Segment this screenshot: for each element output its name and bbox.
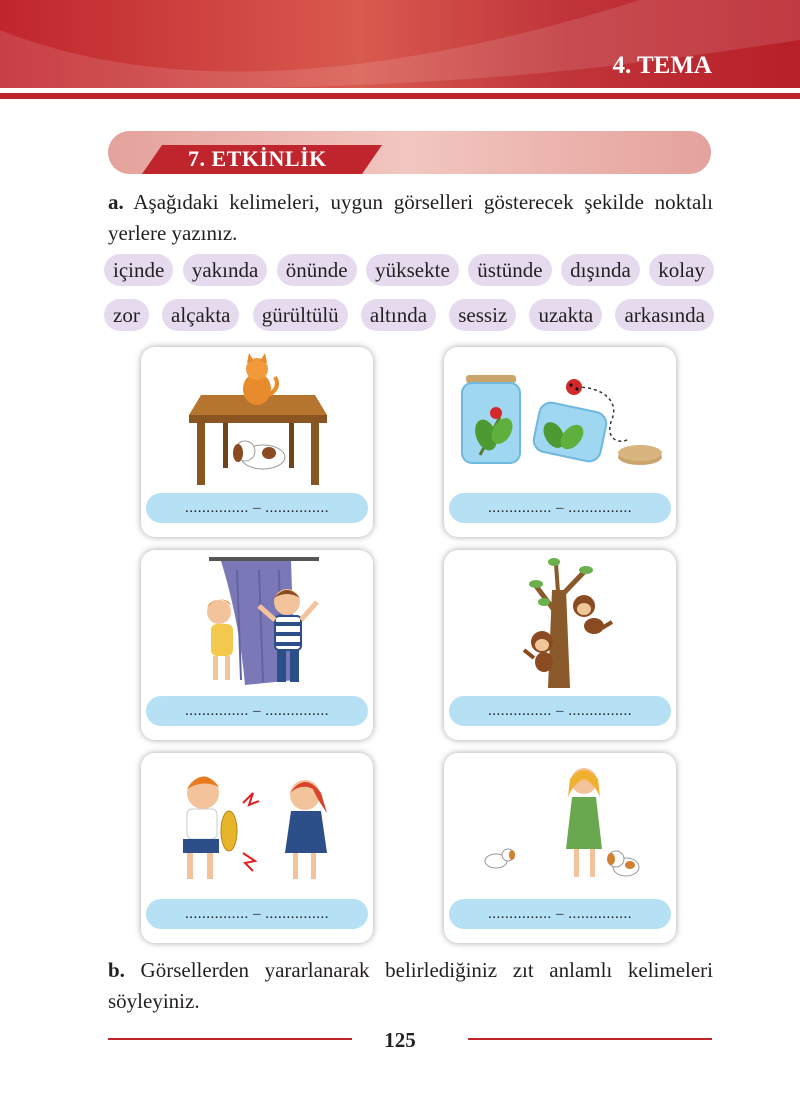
answer-field[interactable]: ............... – ............... xyxy=(146,696,368,726)
word-bank-row-1 xyxy=(104,254,714,286)
word-chip: arkasında xyxy=(615,299,713,331)
picture-card-noise xyxy=(141,753,373,943)
word-chip: içinde xyxy=(104,254,173,286)
word-chip: yakında xyxy=(183,254,267,286)
picture-card-tree xyxy=(444,550,676,740)
cat-dog-table-illustration xyxy=(141,347,373,492)
part-b-letter: b. xyxy=(108,958,125,982)
answer-field[interactable]: ............... – ............... xyxy=(146,493,368,523)
word-chip: sessiz xyxy=(449,299,516,331)
part-a-text: Aşağıdaki kelimeleri, uygun görselleri gösterecek şekilde noktalı yerlere yazınız. xyxy=(108,190,713,245)
girl-dogs-illustration xyxy=(444,753,676,898)
word-bank-row-2 xyxy=(104,299,714,331)
word-chip: kolay xyxy=(649,254,714,286)
ladybug-jars-illustration xyxy=(444,347,676,492)
picture-card-table xyxy=(141,347,373,537)
word-chip: altında xyxy=(361,299,436,331)
picture-card-curtain xyxy=(141,550,373,740)
page-number: 125 xyxy=(384,1028,416,1052)
monkeys-tree-illustration xyxy=(444,550,676,695)
picture-card-distance xyxy=(444,753,676,943)
word-chip: alçakta xyxy=(162,299,239,331)
theme-title: 4. TEMA xyxy=(612,52,712,79)
page-header xyxy=(0,0,800,104)
picture-card-jars xyxy=(444,347,676,537)
part-a-letter: a. xyxy=(108,190,124,214)
part-b-text: Görsellerden yararlanarak belirlediğiniz zıt anlamlı kelimeleri söyleyiniz. xyxy=(108,958,714,1013)
answer-field[interactable]: ............... – ............... xyxy=(146,899,368,929)
answer-field[interactable]: ............... – ............... xyxy=(449,493,671,523)
word-chip: uzakta xyxy=(529,299,602,331)
word-chip: önünde xyxy=(277,254,357,286)
word-chip: üstünde xyxy=(468,254,551,286)
part-a-instruction xyxy=(108,187,713,249)
word-chip: gürültülü xyxy=(253,299,348,331)
children-curtain-illustration xyxy=(141,550,373,695)
activity-title: 7. ETKİNLİK xyxy=(188,146,327,171)
answer-field[interactable]: ............... – ............... xyxy=(449,899,671,929)
word-chip: zor xyxy=(104,299,149,331)
answer-field[interactable]: ............... – ............... xyxy=(449,696,671,726)
part-b-instruction xyxy=(108,955,713,1017)
word-chip: yüksekte xyxy=(366,254,459,286)
word-chip: dışında xyxy=(561,254,640,286)
cymbal-children-illustration xyxy=(141,753,373,898)
